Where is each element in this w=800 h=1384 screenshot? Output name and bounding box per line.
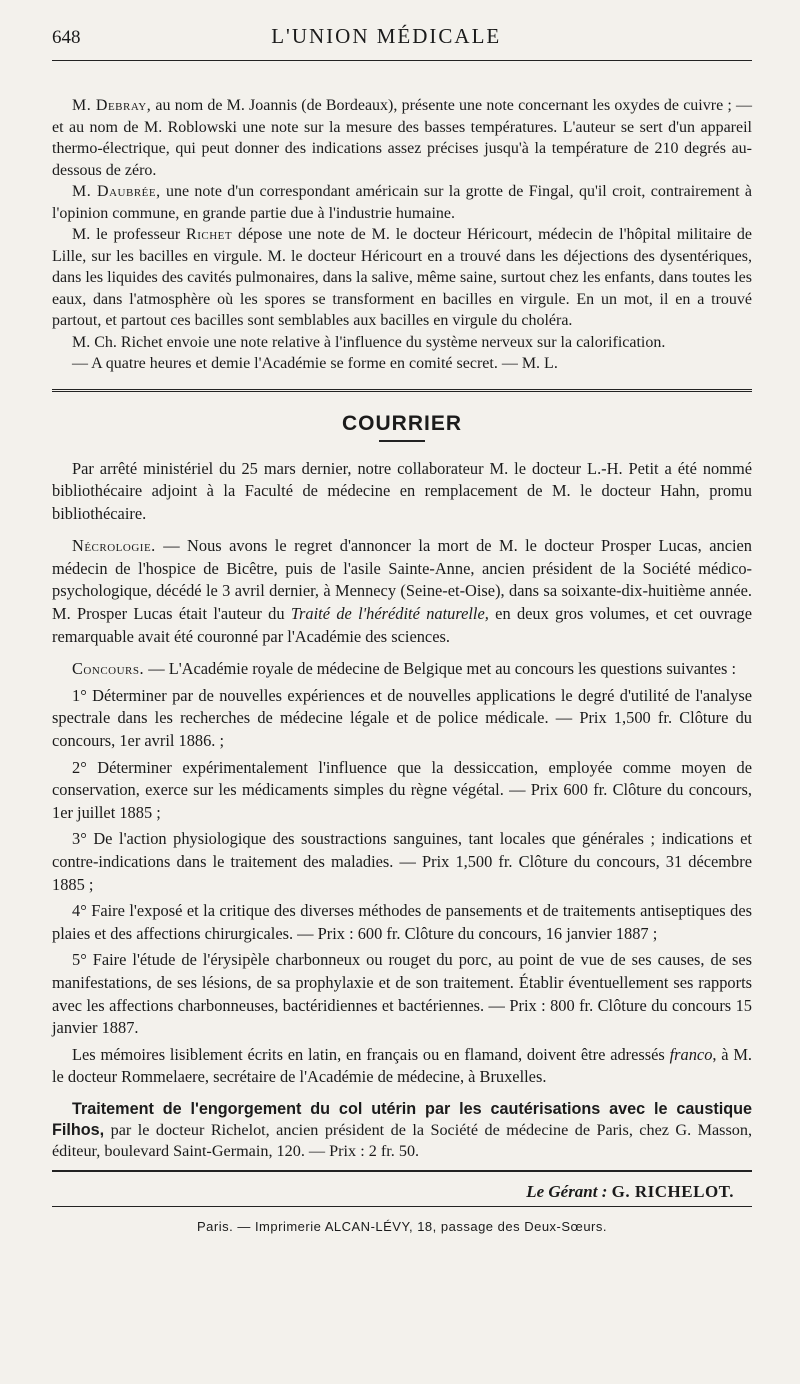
academie-paragraph-1: M. Debray, au nom de M. Joannis (de Bordeaux), présente une note concernant les oxydes de cuivre ; — et au nom de M. Roblowski une note sur la mesure des basses températures. L'auteur se sert d'un appareil thermo-électrique, qui peut donner des indications assez précises jusqu'à la température de 210 degrés au-dessous de zéro.: [52, 97, 753, 179]
book-title: Traitement de l'engorgement du col utérin par les cautérisations avec le caustique Filhos,: [52, 1099, 752, 1139]
courrier-paragraph-appointment: Par arrêté ministériel du 25 mars dernier, notre collaborateur M. le docteur L.-H. Petit a été nommé bibliothécaire adjoint à la Faculté de médecine en remplacement de M. le docteur Hahn, promu bibliothécaire.: [52, 458, 752, 523]
concours-label: Concours.: [72, 659, 145, 679]
running-title: L'UNION MÉDICALE: [271, 24, 502, 48]
courrier-section: [52, 458, 752, 1089]
speaker-richet: Richet: [186, 226, 233, 243]
memoires-paragraph: Les mémoires lisiblement écrits en latin, en français ou en flamand, doivent être adressés franco, à M. le docteur Rommelaere, secrétaire de l'Académie de médecine, à Bruxelles.: [52, 1044, 752, 1087]
footer-rule-top: [52, 1170, 752, 1172]
header-rule: [52, 60, 752, 61]
heading-underline: [379, 440, 425, 442]
academie-paragraph-5: — A quatre heures et demie l'Académie se forme en comité secret. — M. L.: [72, 355, 558, 372]
gerant-line: [52, 1182, 734, 1202]
academie-section: [52, 95, 752, 375]
necrologie-paragraph: Nécrologie. — Nous avons le regret d'annoncer la mort de M. le docteur Prosper Lucas, ancien médecin de l'hospice de Bicêtre, puis de l'asile Sainte-Anne, ancien président de la Société médico-psychologique, décédé le 3 avril dernier, à Mennecy (Seine-et-Oise), dans sa soixante-dix-huitième année. M. Prosper Lucas était l'auteur du Traité de l'hérédité naturelle, en deux gros volumes, et cet ouvrage remarquable avait été couronné par l'Académie des sciences.: [52, 536, 752, 646]
gerant-name: G. RICHELOT.: [611, 1181, 734, 1201]
printer-imprint: Paris. — Imprimerie ALCAN-LÉVY, 18, passage des Deux-Sœurs.: [196, 1218, 608, 1234]
courrier-heading: COURRIER: [341, 411, 462, 435]
book-paragraph: Traitement de l'engorgement du col utérin par les cautérisations avec le caustique Filhos, par le docteur Richelot, ancien président de la Société de médecine de Paris, chez G. Masson, éditeur, boulevard Saint-Germain, 120. — Prix : 2 fr. 50.: [52, 1099, 752, 1160]
speaker-debray: M. Debray,: [72, 97, 152, 114]
book-notice: [52, 1099, 752, 1162]
book-title-heredite: Traité de l'hérédité naturelle,: [290, 604, 489, 624]
page-number: 648: [52, 27, 81, 48]
academie-paragraph-4: M. Ch. Richet envoie une note relative à l'influence du système nerveux sur la calorification.: [72, 333, 666, 351]
speaker-daubree: M. Daubrée,: [72, 183, 161, 200]
necrologie-label: Nécrologie.: [72, 536, 156, 556]
academie-paragraph-2: M. Daubrée, une note d'un correspondant américain sur la grotte de Fingal, qu'il croit, contrairement à l'opinion commune, en grande partie due à l'industrie humaine.: [52, 183, 753, 222]
concours-question-2: 2° Déterminer expérimentalement l'influence que la dessiccation, employée comme moyen de conservation, exerce sur les médicaments simples du règne végétal. — Prix 600 fr. Clôture du concours, 1er juillet 1885 ;: [52, 757, 752, 822]
concours-question-1: 1° Déterminer par de nouvelles expériences et de nouvelles applications le degré d'utilité de l'analyse spectrale dans les recherches de médecine légale et de police médicale. — Prix 1,500 fr. Clôture du concours, 1er avril 1886. ;: [52, 685, 752, 751]
franco-word: franco: [669, 1044, 713, 1064]
concours-question-3: 3° De l'action physiologique des soustractions sanguines, tant locales que générales ; indications et contre-indications dans le traitement des maladies. — Prix 1,500 fr. Clôture du concours, 31 décembre 1885 ;: [52, 829, 752, 894]
page-header: [52, 24, 752, 60]
concours-question-5: 5° Faire l'étude de l'érysipèle charbonneux ou rouget du porc, au point de vue de ses causes, de ses manifestations, de ses lésions, de sa prophylaxie et de son traitement. Établir éventuellement ses rapports avec les affections charbonneuses, bactéridiennes et bactériennes. — Prix : 800 fr. Clôture du concours 15 janvier 1887.: [52, 950, 752, 1038]
gerant-label: Le Gérant :: [526, 1181, 608, 1201]
footer-rule-bottom: [52, 1206, 752, 1207]
section-divider: [52, 389, 752, 392]
concours-question-4: 4° Faire l'exposé et la critique des diverses méthodes de pansements et de traitements antiseptiques des plaies et des affections chirurgicales. — Prix : 600 fr. Clôture du concours, 16 janvier 1887 ;: [52, 901, 752, 943]
academie-paragraph-3: M. le professeur Richet dépose une note de M. le docteur Héricourt, médecin de l'hôpital militaire de Lille, sur les bacilles en virgule. M. le docteur Héricourt en a trouvé dans les déjections des dysentériques, dans les liquides des cavités pulmonaires, dans la salive, même saine, surtout chez les enfants, dans toutes les eaux, dans l'atmosphère où les spores se transforment en bacilles en virgule. En un mot, il en a trouvé partout, et partout ces bacilles sont semblables aux bacilles en virgule du choléra.: [52, 226, 752, 329]
concours-paragraph: Concours. — L'Académie royale de médecine de Belgique met au concours les questions suivantes :: [72, 659, 737, 679]
